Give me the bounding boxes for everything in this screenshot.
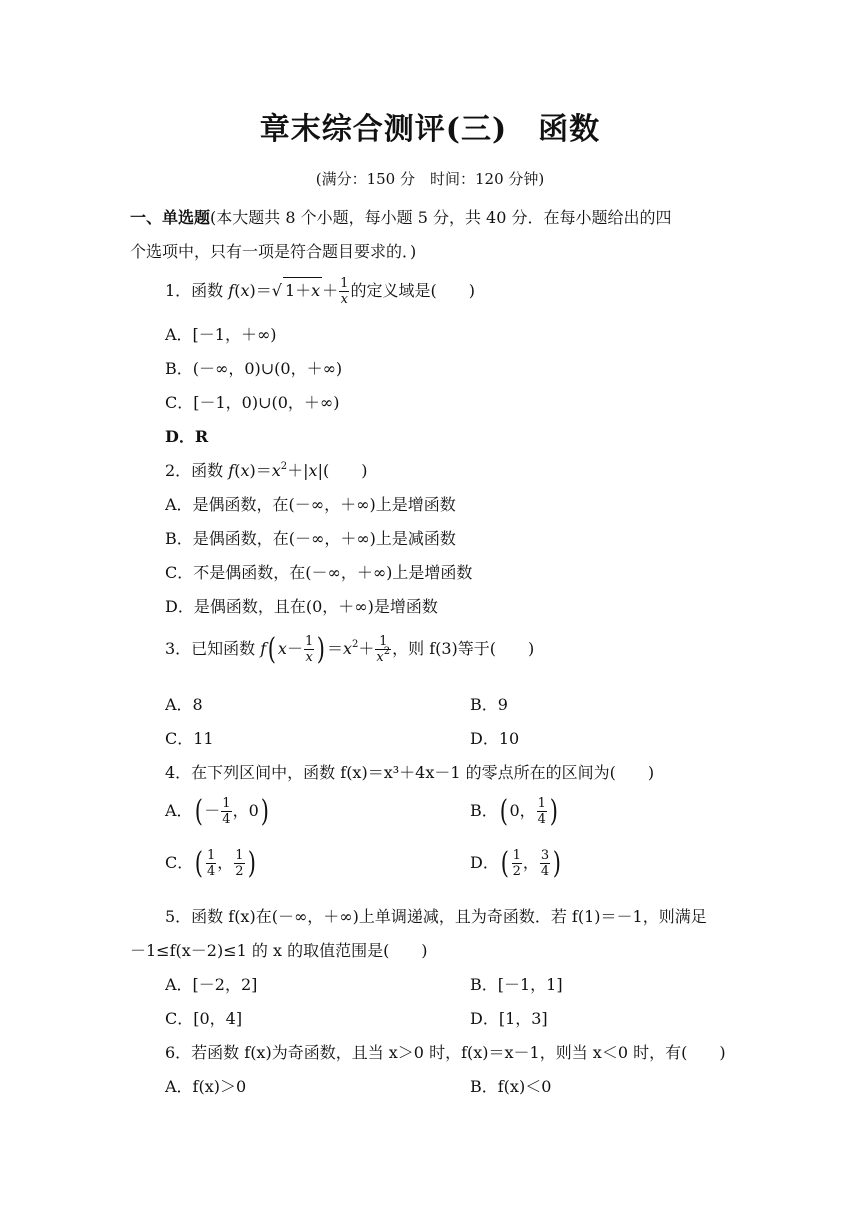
q1-option-d: D．R [165, 427, 209, 446]
q1-suffix: 的定义域是( ) [350, 281, 475, 300]
q1-prefix: 1．函数 [165, 281, 229, 300]
q3-option-a: A．8 [165, 695, 203, 714]
q3-option-c: C．11 [165, 729, 214, 748]
q3-formula: f( x－ $\frac{1}{x}$ ) $=x^2+$ $\frac{1}{x^2}$ [260, 631, 391, 667]
section-instructions [130, 205, 672, 228]
q2-option-a: A．是偶函数，在(－∞，＋∞)上是增函数 [165, 495, 456, 514]
question-5-line1: 5．函数 f(x)在(－∞，＋∞)上单调递减，且为奇函数．若 f(1)＝－1，则满足 [165, 907, 707, 926]
q4-option-c: C．( $\frac{1}{4}$ ， $\frac{1}{2}$ ) [165, 845, 256, 881]
q5-option-b: B．[－1，1] [470, 975, 563, 994]
page-subtitle: (满分：150 分 时间：120 分钟) [315, 170, 545, 188]
q4-option-c-label: C． [165, 853, 194, 872]
q1-option-a: A．[－1，＋∞) [165, 325, 277, 344]
q1-option-c: C．[－1，0)∪(0，＋∞) [165, 393, 340, 412]
q2-formula: $f(x)=x^2+|x|$ [228, 461, 323, 480]
question-4: 4．在下列区间中，函数 f(x)＝x³＋4x－1 的零点所在的区间为( ) [165, 763, 655, 782]
section-desc-line2: 个选项中，只有一项是符合题目要求的．) [130, 242, 417, 261]
q5-option-d: D．[1，3] [470, 1009, 548, 1028]
question-5-line2: －1≤f(x－2)≤1 的 x 的取值范围是( ) [130, 941, 428, 960]
q1-option-b: B．(－∞，0)∪(0，＋∞) [165, 359, 343, 378]
question-6: 6．若函数 f(x)为奇函数，且当 x＞0 时，f(x)＝x－1，则当 x＜0 时，有( ) [165, 1043, 726, 1062]
q2-suffix: ( ) [322, 461, 368, 480]
q6-option-b: B．f(x)＜0 [470, 1077, 552, 1096]
q2-option-c: C．不是偶函数，在(－∞，＋∞)上是增函数 [165, 563, 473, 582]
page-title: 章末综合测评(三) 函数 [259, 112, 601, 147]
q2-option-d: D．是偶函数，且在(0，＋∞)是增函数 [165, 597, 438, 616]
question-2 [165, 458, 367, 481]
q4-option-a: A．( － $\frac{1}{4}$ ，0) [165, 793, 269, 829]
q3-option-d: D．10 [470, 729, 520, 748]
section-desc-line1: (本大题共 8 个小题，每小题 5 分，共 40 分．在每小题给出的四 [210, 208, 672, 227]
q4-option-a-label: A． [165, 801, 193, 820]
q6-option-a: A．f(x)＞0 [165, 1077, 247, 1096]
q4-option-d-label: D． [470, 853, 499, 872]
q2-prefix: 2．函数 [165, 461, 229, 480]
q5-option-a: A．[－2，2] [165, 975, 258, 994]
question-3 [165, 631, 535, 667]
q5-option-c: C．[0，4] [165, 1009, 243, 1028]
q4-option-b-label: B． [470, 801, 498, 820]
q3-suffix: ，则 f(3)等于( ) [392, 639, 535, 658]
q1-formula: f(x)＝√ 1＋x ＋ $\frac{1}{x}$ [228, 276, 349, 307]
question-1 [165, 276, 475, 307]
section-heading: 一、单选题 [130, 208, 211, 227]
q3-option-b: B．9 [470, 695, 508, 714]
q4-option-d: D．( $\frac{1}{2}$ ， $\frac{3}{4}$ ) [470, 845, 562, 881]
q2-option-b: B．是偶函数，在(－∞，＋∞)上是减函数 [165, 529, 456, 548]
q4-option-b: B．( 0， $\frac{1}{4}$ ) [470, 793, 558, 829]
q3-prefix: 3．已知函数 [165, 639, 261, 658]
